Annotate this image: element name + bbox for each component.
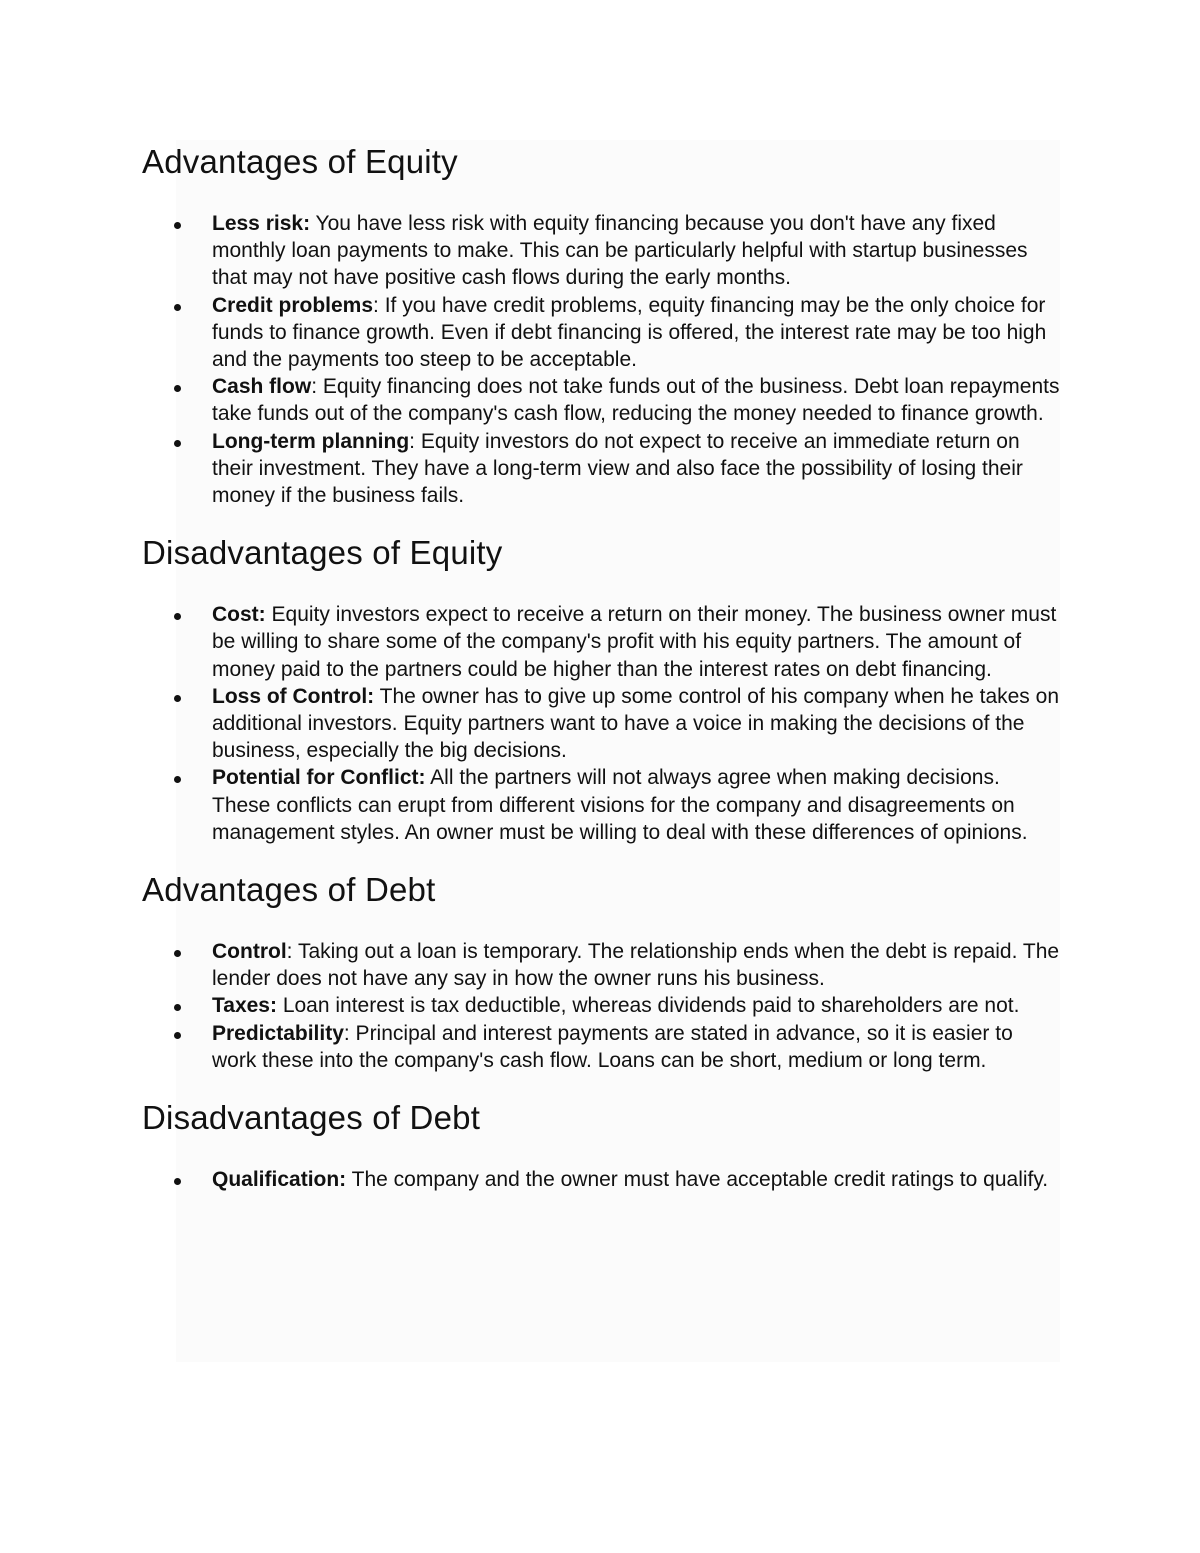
- bullet-icon: [174, 222, 181, 229]
- bullet-icon: [174, 1004, 181, 1011]
- bullet-icon: [174, 695, 181, 702]
- bullet-icon: [174, 950, 181, 957]
- bullet-list: [142, 938, 1062, 1074]
- bullet-list: [142, 1166, 1062, 1193]
- item-text: The company and the owner must have acceptable credit ratings to qualify.: [346, 1168, 1049, 1192]
- item-text: Loan interest is tax deductible, whereas dividends paid to shareholders are not.: [276, 994, 1020, 1018]
- bullet-list: [142, 601, 1062, 846]
- section-heading: Disadvantages of Debt: [142, 1099, 481, 1137]
- item-term: Predictability: [212, 1021, 344, 1045]
- list-item: [142, 428, 1062, 510]
- bullet-icon: [174, 304, 181, 311]
- item-term: Loss of Control:: [212, 684, 375, 708]
- item-term: Less risk:: [212, 212, 311, 235]
- list-item: [142, 938, 1062, 992]
- section-advantages-of-equity: [142, 141, 1062, 509]
- section-disadvantages-of-equity: [142, 532, 1062, 846]
- item-text: : Taking out a loan is temporary. The relationship ends when the debt is repaid. The lender does not have any say in how the owner runs his business.: [212, 940, 1060, 991]
- list-item: [142, 292, 1062, 374]
- item-term: Long-term planning: [212, 429, 410, 453]
- section-advantages-of-debt: [142, 869, 1062, 1074]
- item-text: You have less risk with equity financing because you don't have any fixed monthly loan payments to make. This can be particularly helpful with startup businesses that may not have positive cash flows during the early months.: [212, 212, 1028, 290]
- item-text: : If you have credit problems, equity financing may be the only choice for funds to finance growth. Even if debt financing is offered, the interest rate may be too high and the payments too steep to be acceptable.: [212, 293, 1047, 372]
- section-heading: Advantages of Equity: [142, 143, 458, 180]
- list-item: [142, 601, 1062, 683]
- item-text: : Principal and interest payments are stated in advance, so it is easier to work these into the company's cash flow. Loans can be short, medium or long term.: [212, 1021, 1013, 1072]
- bullet-icon: [174, 1178, 181, 1185]
- item-term: Cash flow: [212, 375, 312, 399]
- list-item: [142, 764, 1062, 846]
- section-heading: Advantages of Debt: [142, 871, 436, 909]
- item-term: Credit problems: [212, 293, 374, 317]
- list-item: [142, 1166, 1062, 1193]
- item-term: Cost:: [212, 603, 266, 627]
- item-text: Equity investors expect to receive a return on their money. The business owner must be willing to share some of the company's profit with his equity partners. The amount of money paid to the partners could be higher than the interest rates on debt financing.: [212, 603, 1057, 681]
- item-term: Qualification:: [212, 1168, 347, 1192]
- item-term: Control: [212, 940, 287, 964]
- section-heading: Disadvantages of Equity: [142, 534, 503, 572]
- bullet-icon: [174, 776, 181, 783]
- document-content: [142, 140, 1062, 1193]
- list-item: [142, 992, 1062, 1019]
- bullet-icon: [174, 440, 181, 447]
- bullet-list: [142, 210, 1062, 509]
- list-item: [142, 373, 1062, 427]
- bullet-icon: [174, 613, 181, 620]
- section-disadvantages-of-debt: [142, 1097, 1062, 1193]
- item-term: Potential for Conflict:: [212, 766, 426, 790]
- item-text: The owner has to give up some control of his company when he takes on additional investors. Equity partners want to have a voice in making the decisions of the business, especially the big decisions.: [212, 684, 1059, 763]
- bullet-icon: [174, 385, 181, 392]
- bullet-icon: [174, 1032, 181, 1039]
- item-text: : Equity financing does not take funds out of the business. Debt loan repayments take funds out of the company's cash flow, reducing the money needed to finance growth.: [212, 375, 1060, 426]
- list-item: [142, 1020, 1062, 1074]
- item-text: : Equity investors do not expect to receive an immediate return on their investment. They have a long-term view and also face the possibility of losing their money if the business fails.: [212, 429, 1023, 508]
- list-item: [142, 683, 1062, 765]
- item-term: Taxes:: [212, 994, 277, 1018]
- item-text: All the partners will not always agree when making decisions. These conflicts can erupt from different visions for the company and disagreements on management styles. An owner must be willing to deal with these differences of opinions.: [212, 766, 1028, 844]
- list-item: [142, 210, 1062, 292]
